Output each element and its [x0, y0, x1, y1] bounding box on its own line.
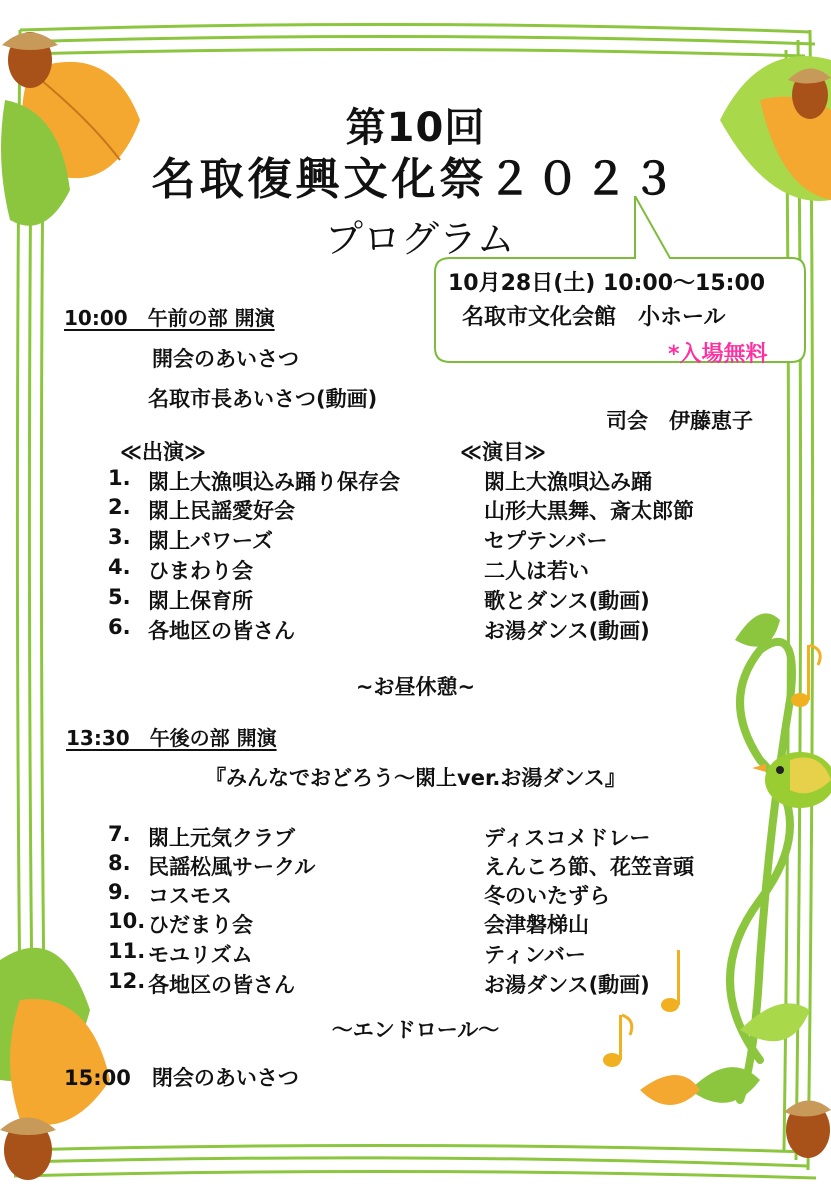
- list-item-program: 冬のいたずら: [484, 884, 610, 908]
- list-item-no: 8.: [108, 851, 131, 875]
- list-item-performer: 各地区の皆さん: [148, 973, 295, 997]
- list-item-no: 5.: [108, 585, 131, 609]
- event-title: 名取復興文化祭２０２３: [151, 154, 680, 205]
- list-item-no: 4.: [108, 555, 131, 579]
- opening-greeting: 開会のあいさつ: [152, 347, 299, 371]
- list-item-program: ディスコメドレー: [484, 826, 651, 850]
- admission-note: *入場無料: [668, 342, 768, 367]
- list-item-performer: 閖上大漁唄込み踊り保存会: [148, 470, 400, 494]
- program-heading: プログラム: [325, 217, 515, 261]
- list-item-performer: ひまわり会: [148, 559, 253, 583]
- closing-greeting: 15:00 閉会のあいさつ: [64, 1066, 299, 1090]
- list-item-performer: 各地区の皆さん: [148, 619, 295, 643]
- list-item-no: 12.: [108, 969, 146, 993]
- list-item-performer: モユリズム: [148, 943, 253, 967]
- list-item-program: セプテンバー: [484, 529, 608, 553]
- list-item-program: 歌とダンス(動画): [484, 589, 650, 613]
- list-item-program: 二人は若い: [484, 559, 589, 583]
- list-item-no: 6.: [108, 615, 131, 639]
- end-roll: ～エンドロール～: [331, 1018, 500, 1042]
- performers-column-header: ≪出演≫: [120, 440, 206, 464]
- mc-name: 司会 伊藤恵子: [606, 409, 753, 433]
- list-item-no: 1.: [108, 466, 131, 490]
- list-item-no: 3.: [108, 525, 131, 549]
- lunch-break: ~お昼休憩~: [355, 675, 476, 699]
- list-item-program: えんころ節、花笠音頭: [484, 855, 694, 879]
- list-item-program: 会津磐梯山: [484, 913, 589, 937]
- list-item-performer: 閖上元気クラブ: [148, 826, 295, 850]
- list-item-program: 閖上大漁唄込み踊: [484, 470, 652, 494]
- list-item-program: お湯ダンス(動画): [484, 619, 650, 643]
- list-item-no: 7.: [108, 822, 131, 846]
- list-item-performer: ひだまり会: [148, 913, 253, 937]
- list-item-performer: 閖上保育所: [148, 589, 253, 613]
- list-item-program: お湯ダンス(動画): [484, 973, 650, 997]
- list-item-performer: 民謡松風サークル: [148, 855, 316, 879]
- feature-performance: 『みんなでおどろう～閖上ver.お湯ダンス』: [205, 766, 626, 790]
- afternoon-heading: 13:30 午後の部 開演: [66, 726, 277, 750]
- event-venue: 名取市文化会館 小ホール: [462, 305, 726, 330]
- list-item-no: 2.: [108, 495, 131, 519]
- list-item-no: 11.: [108, 939, 146, 963]
- list-item-program: ティンバー: [484, 943, 586, 967]
- acorn-icon: [0, 1118, 56, 1181]
- list-item-no: 10.: [108, 909, 146, 933]
- list-item-no: 9.: [108, 880, 131, 904]
- edition-title: 第10回: [345, 105, 486, 151]
- morning-heading: 10:00 午前の部 開演: [64, 306, 275, 330]
- list-item-program: 山形大黒舞、斎太郎節: [484, 499, 694, 523]
- list-item-performer: 閖上民謡愛好会: [148, 499, 295, 523]
- list-item-performer: コスモス: [148, 884, 232, 908]
- acorn-icon: [784, 1100, 831, 1158]
- programs-column-header: ≪演目≫: [460, 440, 546, 464]
- list-item-performer: 閖上パワーズ: [148, 529, 273, 553]
- mayor-greeting: 名取市長あいさつ(動画): [148, 387, 378, 411]
- event-date-time: 10月28日(土) 10:00～15:00: [448, 271, 766, 296]
